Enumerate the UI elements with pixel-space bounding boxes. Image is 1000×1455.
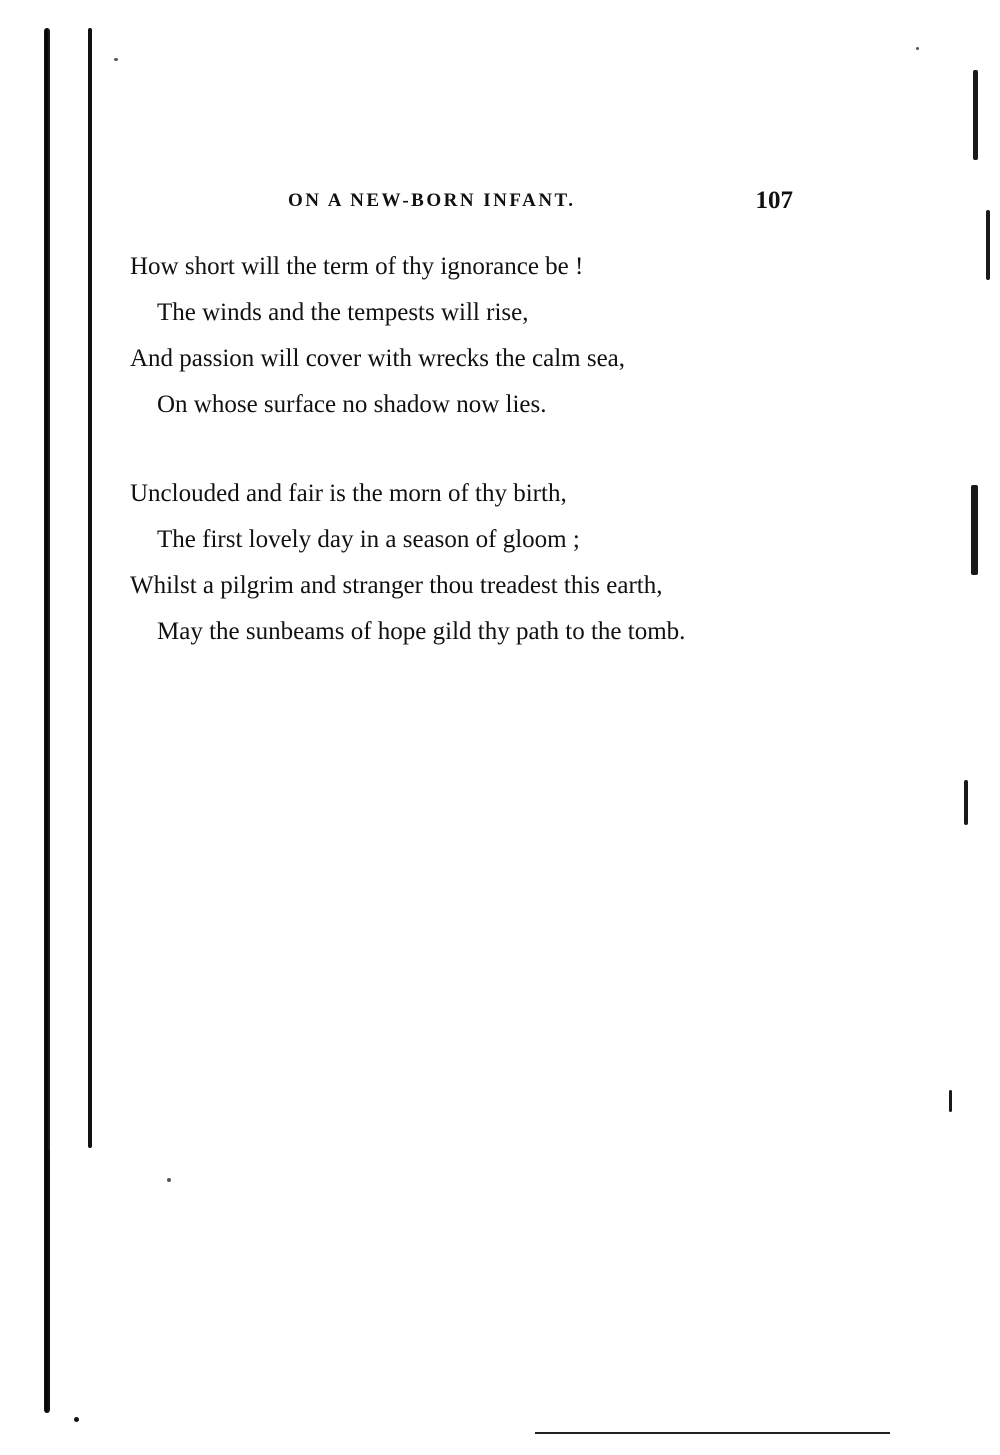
binding-edge-line-lower	[48, 1150, 50, 1410]
verse-line: How short will the term of thy ignorance be !	[130, 253, 584, 280]
right-edge-artifact	[949, 1090, 952, 1112]
scan-speck	[916, 47, 919, 50]
verse-line: The first lovely day in a season of gloom ;	[157, 526, 580, 553]
right-edge-artifact	[971, 485, 978, 575]
scan-speck	[74, 1417, 79, 1422]
stanza	[130, 471, 810, 655]
running-head	[130, 187, 795, 220]
right-edge-artifact	[973, 70, 978, 160]
running-head-title: ON A NEW-BORN INFANT.	[288, 190, 576, 211]
verse-line: Unclouded and fair is the morn of thy birth,	[130, 480, 567, 507]
verse-line: On whose surface no shadow now lies.	[157, 391, 547, 418]
verse-line: Whilst a pilgrim and stranger thou treadest this earth,	[130, 572, 663, 599]
right-edge-artifact	[964, 780, 968, 825]
right-edge-artifact	[986, 210, 990, 280]
verse-line: And passion will cover with wrecks the calm sea,	[130, 345, 626, 372]
stanza	[130, 244, 810, 428]
bottom-rule	[535, 1432, 890, 1434]
page-number: 107	[755, 187, 793, 214]
scan-speck	[114, 58, 118, 61]
scan-speck	[167, 1178, 171, 1182]
binding-edge-line	[88, 28, 92, 1148]
verse-line: May the sunbeams of hope gild thy path to the tomb.	[157, 618, 686, 645]
verse-line: The winds and the tempests will rise,	[157, 299, 529, 326]
